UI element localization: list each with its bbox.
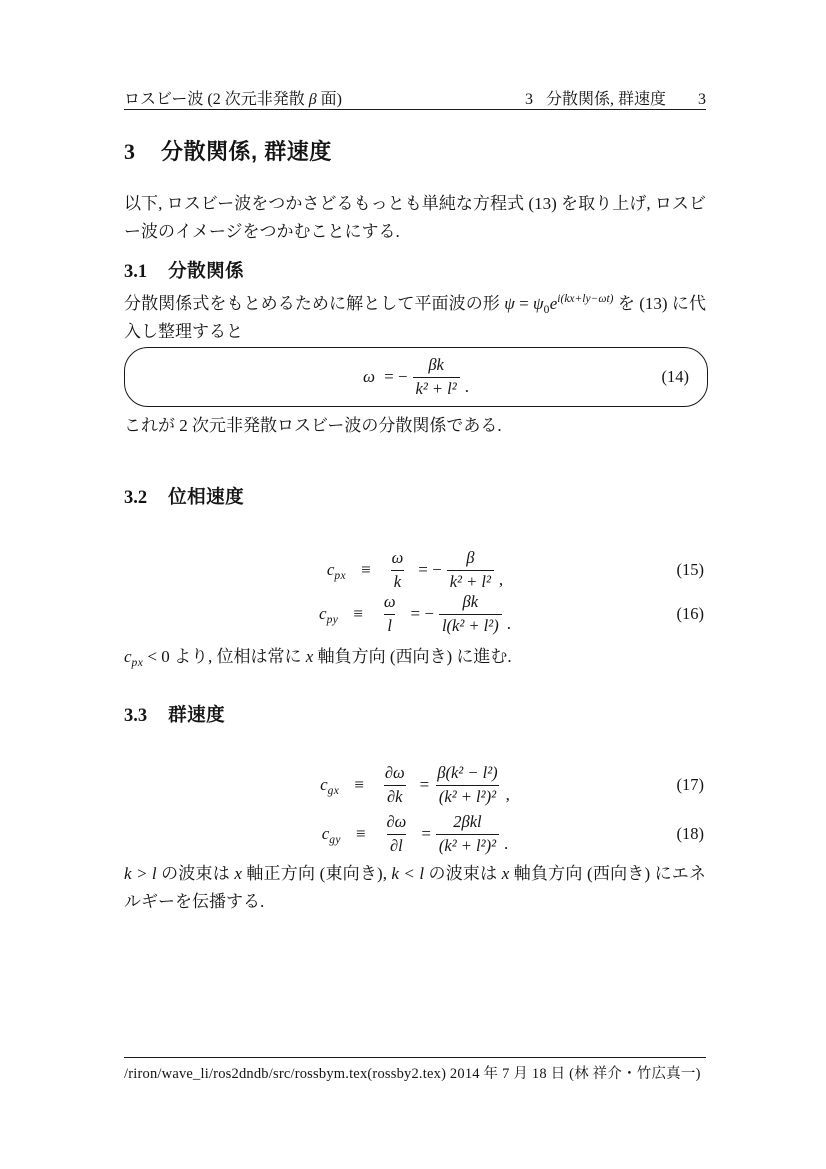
equation-15-body <box>327 548 503 592</box>
section-3-1-title: 分散関係 <box>168 260 245 281</box>
equation-period: . <box>464 377 469 396</box>
numerator-text: ∂ω <box>384 762 405 782</box>
equation-16 <box>124 591 706 637</box>
paragraph-text-end: を (13) に代入し整理すると <box>124 294 706 341</box>
paragraph-text: 軸正方向 (東向き), <box>241 864 392 883</box>
dispersion-paragraph <box>124 290 706 346</box>
exp-base: e <box>549 294 558 313</box>
numerator-text: ω <box>383 591 396 611</box>
footer-source-line: /riron/wave_li/ros2dndb/src/rossbym.tex(rossby2.tex) 2014 年 7 月 18 日 (林 祥介・竹広真一) <box>124 1066 701 1082</box>
header-section-ref <box>525 86 706 109</box>
numerator-text: βk <box>462 591 479 611</box>
page-number: 3 <box>698 91 706 108</box>
equation-18 <box>124 809 706 859</box>
fraction <box>434 763 500 807</box>
section-3-3-heading <box>124 701 706 727</box>
section-3-number: 3 <box>124 139 135 164</box>
equation-17-label: (17) <box>676 775 704 794</box>
header-beta-symbol: β <box>308 91 317 108</box>
numerator-text: β(k² − l²) <box>437 762 498 782</box>
equation-comma: , <box>498 570 504 589</box>
paragraph-text: の波束は <box>156 864 235 883</box>
c-symbol: c <box>326 560 335 579</box>
paragraph-text-end: 軸負方向 (西向き) にエネルギーを伝播する. <box>124 864 706 911</box>
dispersion-relation-box <box>124 347 708 407</box>
fraction-denominator <box>384 614 395 637</box>
cpy-symbol <box>319 604 338 624</box>
denominator-text: l <box>387 615 392 635</box>
equation-16-label: (16) <box>676 604 704 623</box>
numerator-text: β <box>466 547 475 567</box>
equation-17-body <box>320 763 510 807</box>
fraction-numerator <box>384 812 410 834</box>
fraction <box>447 548 494 592</box>
fraction <box>389 548 407 592</box>
fraction <box>381 592 399 636</box>
equation-comma: , <box>505 785 510 804</box>
fraction <box>439 592 502 636</box>
fraction-numerator <box>460 592 482 614</box>
psi0-subscript: 0 <box>543 304 550 316</box>
k-less-l: k < l <box>391 864 425 883</box>
numerator-text: 2βkl <box>453 811 482 831</box>
equation-15-label: (15) <box>676 560 704 579</box>
section-3-1-number: 3.1 <box>124 262 148 282</box>
section-3-2-title: 位相速度 <box>168 486 245 507</box>
fraction-denominator <box>439 614 502 637</box>
equals-minus: = − <box>410 604 434 623</box>
equation-16-body <box>319 592 511 636</box>
fraction-denominator <box>436 834 499 857</box>
paragraph-text: 分散関係式をもとめるために解として平面波の形 <box>124 294 505 313</box>
fraction-numerator <box>382 763 408 785</box>
omega-symbol: ω <box>363 367 376 386</box>
section-3-title: 分散関係, 群速度 <box>161 139 332 164</box>
dispersion-conclusion: これが 2 次元非発散ロスビー波の分散関係である. <box>124 416 502 435</box>
equation-period: . <box>506 614 511 633</box>
psi0-base: ψ <box>533 294 544 313</box>
header-rule <box>124 109 706 110</box>
fraction <box>384 812 410 856</box>
equals-minus: = − <box>384 367 408 386</box>
numerator-text: βk <box>428 354 444 374</box>
equation-18-label: (18) <box>676 824 704 843</box>
header-section-title: 分散関係, 群速度 <box>545 91 666 108</box>
cgx-symbol <box>320 775 339 795</box>
header-left-text: ロスビー波 (2 次元非発散 <box>124 91 309 108</box>
exp-superscript-text: i(kx+ly−ωt) <box>557 293 614 305</box>
denominator-text: ∂l <box>390 835 403 855</box>
px-subscript: px <box>334 570 347 582</box>
equiv-sign: ≡ <box>355 824 366 843</box>
equiv-sign: ≡ <box>354 775 364 794</box>
fraction-numerator <box>425 355 447 377</box>
fraction-numerator <box>463 548 477 570</box>
section-3-3-title: 群速度 <box>168 704 226 725</box>
fraction <box>382 763 408 807</box>
denominator-text: (k² + l²)² <box>438 786 497 806</box>
equation-14-label: (14) <box>661 367 689 386</box>
equation-period: . <box>504 834 509 853</box>
section-3-3-number: 3.3 <box>124 706 148 726</box>
py-subscript: py <box>326 614 339 626</box>
c-symbol: c <box>319 604 327 623</box>
equiv-sign: ≡ <box>361 560 371 579</box>
equation-18-body <box>322 812 509 856</box>
equation-15 <box>124 547 706 593</box>
gy-subscript: gy <box>329 834 341 846</box>
fraction <box>436 812 499 856</box>
k-greater-l: k > l <box>124 864 157 883</box>
denominator-text: k² + l² <box>449 571 491 591</box>
footer-rule <box>124 1057 706 1058</box>
x-symbol: x <box>234 864 242 883</box>
equals-minus: = − <box>418 560 442 579</box>
fraction-numerator <box>450 812 484 834</box>
x-symbol: x <box>305 647 314 666</box>
paragraph-text: の波束は <box>424 864 502 883</box>
header-left-text-end: 面) <box>316 91 343 108</box>
gx-subscript: gx <box>327 785 340 797</box>
denominator-text: ∂k <box>387 786 403 806</box>
phase-speed-note <box>124 643 706 671</box>
fraction-denominator <box>436 785 499 808</box>
equals-sign: = <box>421 824 431 843</box>
section-3-heading <box>124 135 706 166</box>
fraction-denominator <box>447 570 494 593</box>
fraction-denominator <box>384 785 405 808</box>
fraction-denominator <box>387 834 406 857</box>
fraction-denominator <box>391 570 404 593</box>
denominator-text: l(k² + l²) <box>441 615 499 635</box>
c-symbol: c <box>124 647 132 666</box>
c-symbol: c <box>321 824 330 843</box>
psi-symbol: ψ <box>504 294 515 313</box>
denominator-text: (k² + l²)² <box>438 835 497 855</box>
fraction-numerator <box>434 763 500 785</box>
c-symbol: c <box>320 775 328 794</box>
equation-17 <box>124 760 706 810</box>
equation-14 <box>363 355 469 399</box>
section-3-2-heading <box>124 483 706 509</box>
px-subscript: px <box>131 657 144 669</box>
equals-sign: = <box>514 294 534 313</box>
page-header <box>124 86 706 109</box>
denominator-text: k² + l² <box>415 378 457 398</box>
header-section-number: 3 <box>524 91 533 108</box>
equiv-sign: ≡ <box>353 604 363 623</box>
equals-sign: = <box>419 775 430 794</box>
paragraph-text-end: 軸負方向 (西向き) に進む. <box>313 647 512 666</box>
header-running-title <box>124 86 342 109</box>
fraction-numerator <box>389 548 407 570</box>
fraction <box>413 355 460 399</box>
numerator-text: ω <box>391 547 404 567</box>
fraction-numerator <box>381 592 399 614</box>
section-3-1-heading <box>124 257 706 283</box>
intro-paragraph: 以下, ロスビー波をつかさどるもっとも単純な方程式 (13) を取り上げ, ロスビー波のイメージをつかむことにする. <box>124 194 706 241</box>
exp-superscript <box>557 293 613 305</box>
group-velocity-note <box>124 860 706 916</box>
fraction-denominator <box>413 377 460 400</box>
section-3-2-number: 3.2 <box>124 488 148 508</box>
paragraph-text: < 0 より, 位相は常に <box>143 647 306 666</box>
x-symbol: x <box>501 864 510 883</box>
cgy-symbol <box>322 824 341 844</box>
denominator-text: k <box>393 571 402 591</box>
cpx-symbol <box>327 560 346 580</box>
numerator-text: ∂ω <box>386 811 407 831</box>
